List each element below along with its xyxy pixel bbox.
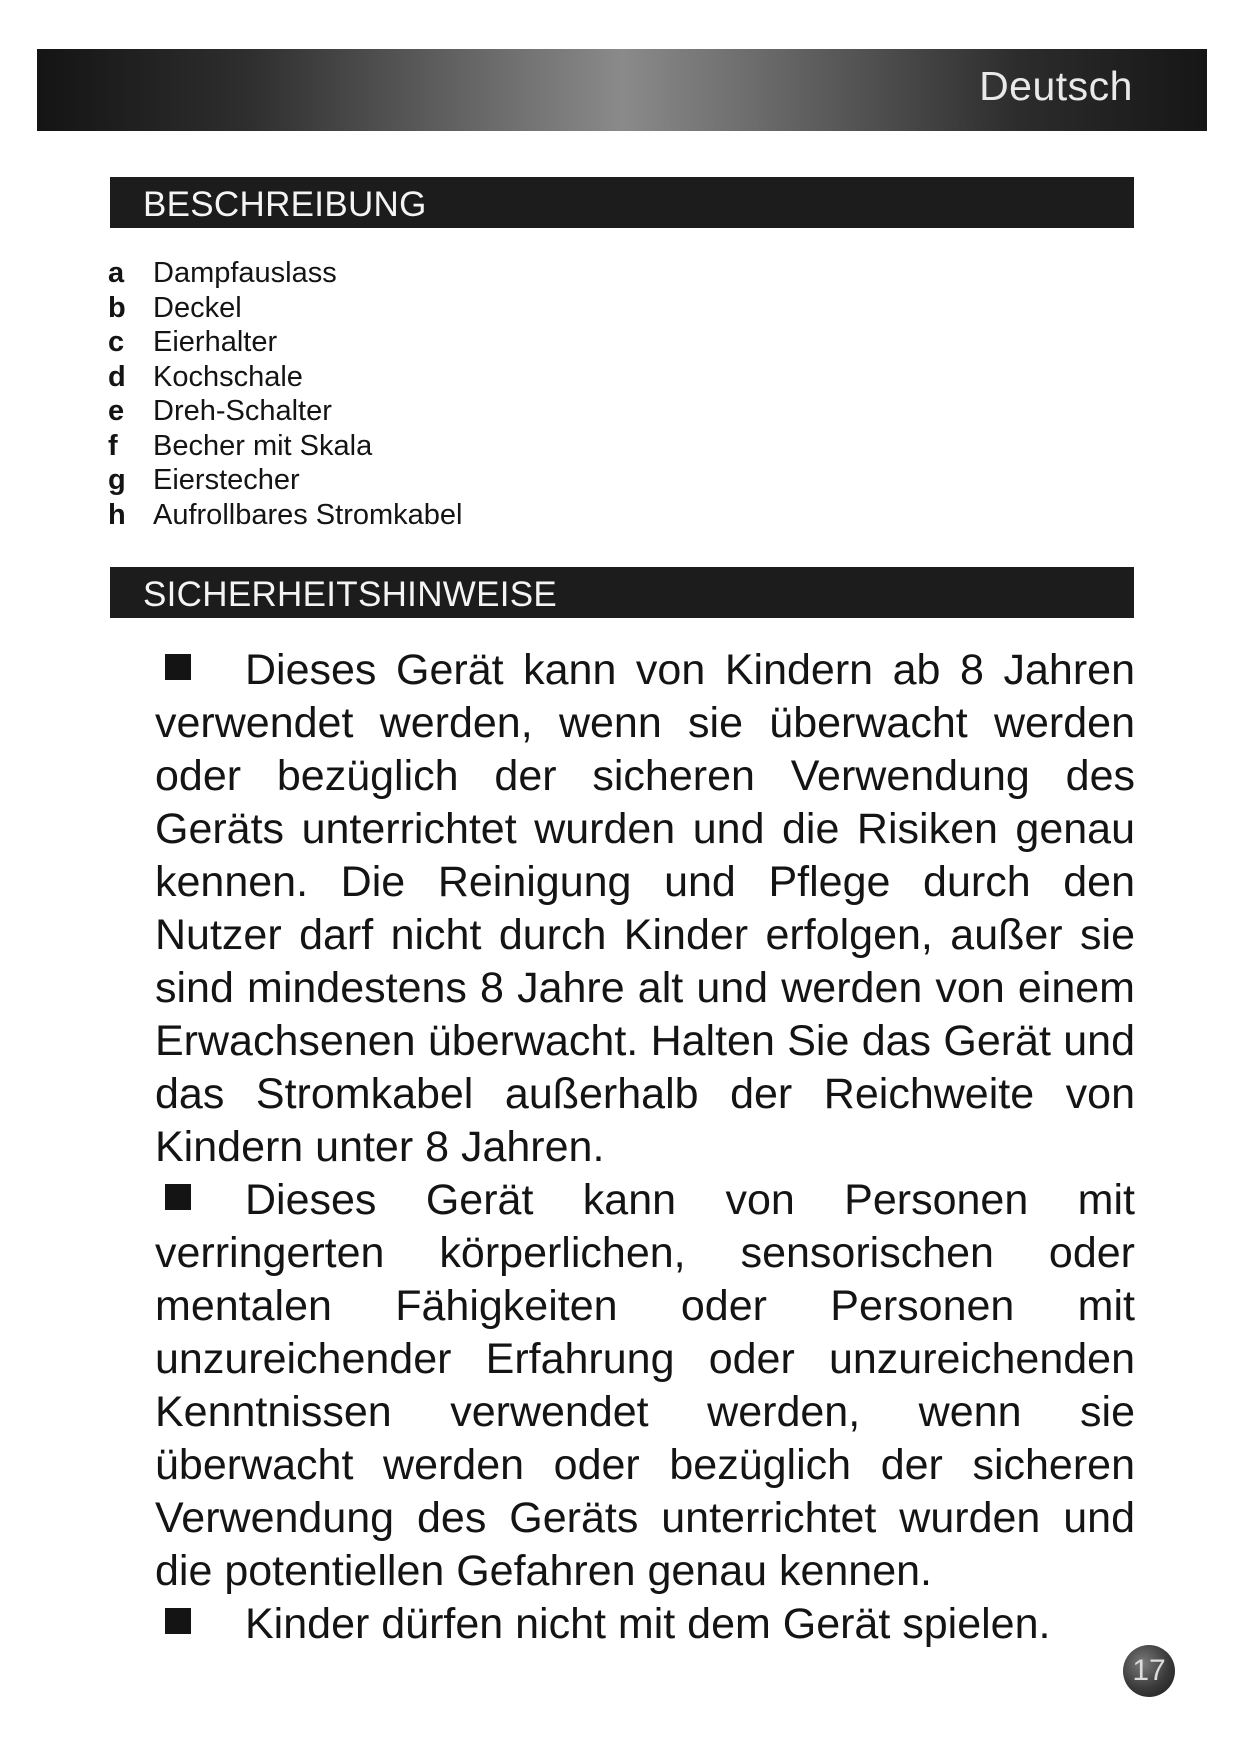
part-label: Eierstecher xyxy=(153,464,300,496)
part-label: Dampfauslass xyxy=(153,257,337,289)
part-letter: d xyxy=(108,360,126,393)
language-header-bar xyxy=(37,49,1207,131)
list-item xyxy=(108,429,462,464)
list-item xyxy=(108,291,462,326)
part-letter: g xyxy=(108,464,126,496)
part-label: Dreh-Schalter xyxy=(153,395,332,427)
square-bullet-icon xyxy=(165,1184,191,1210)
list-item xyxy=(108,256,462,291)
list-item xyxy=(108,463,462,498)
part-letter: e xyxy=(108,395,125,427)
safety-text: Dieses Gerät kann von Personen mit verringerten körperlichen, sensorischen oder mentalen Fähigkeiten oder Personen mit unzureichender Erfahrung oder unzureichenden Kenntnissen verwendet werden, wenn sie überwacht werden oder bezüglich der sicheren Verwendung des Geräts unterrichtet wurden und die potentiellen Gefahren genau kennen. xyxy=(155,1176,1135,1595)
safety-paragraph xyxy=(155,1598,1135,1651)
square-bullet-icon xyxy=(165,1608,191,1634)
part-label: Eierhalter xyxy=(153,326,278,358)
part-letter: c xyxy=(108,326,125,358)
list-item xyxy=(108,325,462,360)
page-number-badge: 17 xyxy=(1123,1645,1175,1697)
safety-paragraph xyxy=(155,1174,1135,1598)
section-title-description: BESCHREIBUNG xyxy=(110,177,1134,228)
list-item xyxy=(108,360,462,395)
part-letter: f xyxy=(108,429,118,462)
safety-text: Kinder dürfen nicht mit dem Gerät spielen. xyxy=(245,1600,1051,1648)
part-label: Kochschale xyxy=(153,360,303,393)
part-letter: a xyxy=(108,257,125,289)
language-label: Deutsch xyxy=(979,63,1133,109)
square-bullet-icon xyxy=(165,654,191,680)
part-label: Becher mit Skala xyxy=(153,429,373,462)
safety-paragraph xyxy=(155,644,1135,1174)
part-letter: b xyxy=(108,291,126,324)
safety-instructions xyxy=(155,644,1135,1651)
part-label: Aufrollbares Stromkabel xyxy=(153,498,463,531)
list-item xyxy=(108,394,462,429)
safety-text: Dieses Gerät kann von Kindern ab 8 Jahren verwendet werden, wenn sie überwacht werden oder bezüglich der sicheren Verwendung des Geräts unterrichtet wurden und die Risiken genau kennen. Die Reinigung und Pflege durch den Nutzer darf nicht durch Kinder erfolgen, außer sie sind mindestens 8 Jahre alt und werden von einem Erwachsenen überwacht. Halten Sie das Gerät und das Stromkabel außerhalb der Reichweite von Kindern unter 8 Jahren. xyxy=(155,646,1135,1171)
section-title-safety: SICHERHEITSHINWEISE xyxy=(110,567,1134,618)
part-letter: h xyxy=(108,498,126,531)
part-label: Deckel xyxy=(153,291,242,324)
list-item xyxy=(108,498,462,533)
parts-list xyxy=(108,256,462,532)
